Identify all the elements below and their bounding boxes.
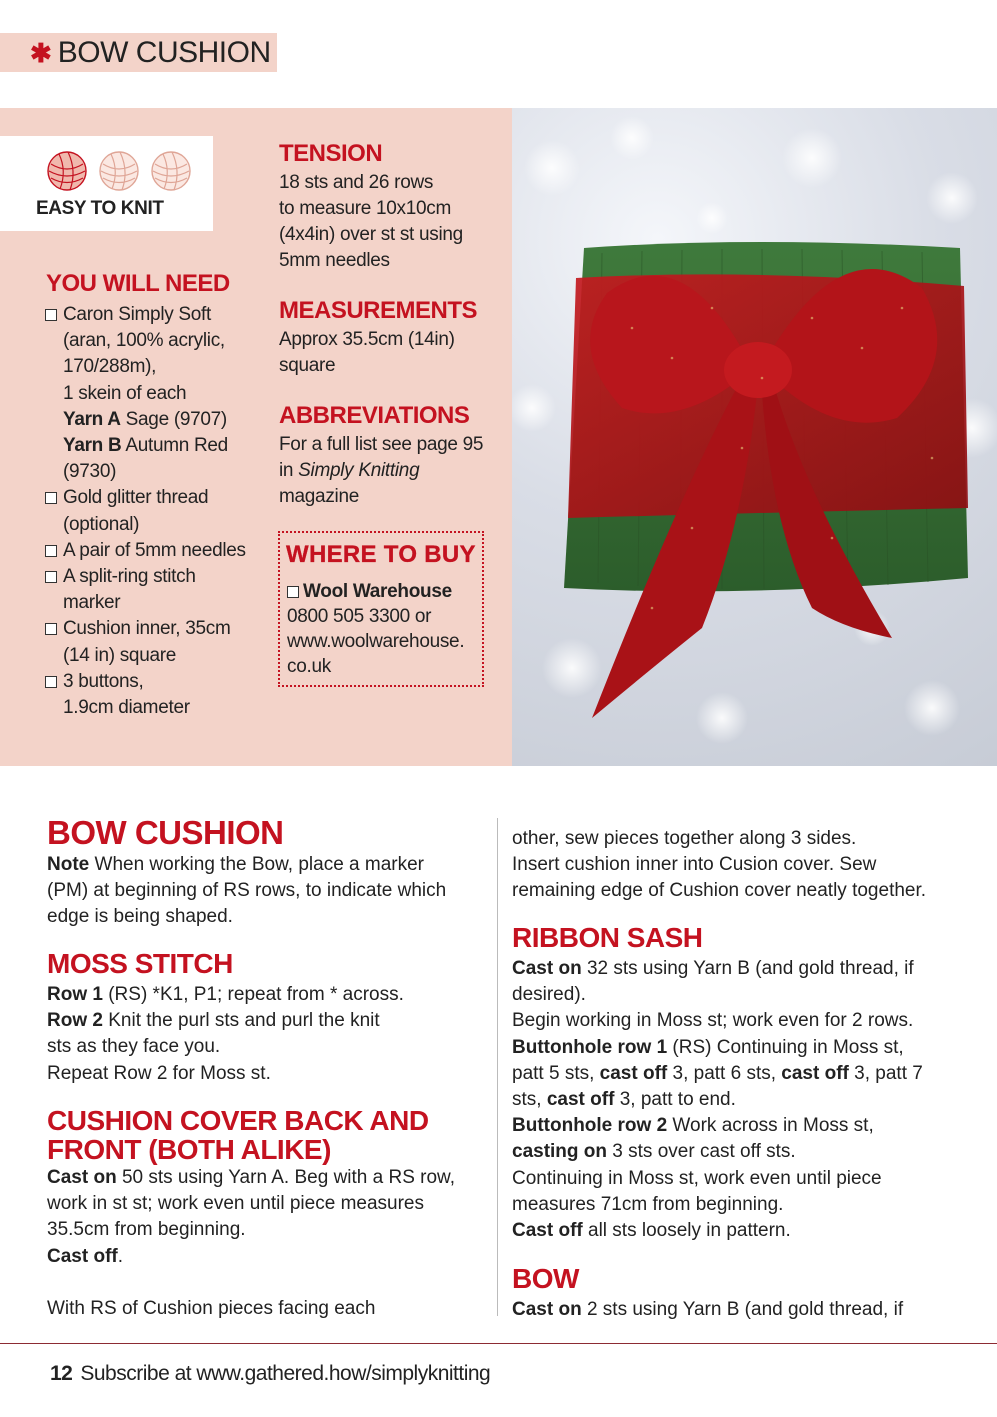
cushion-cover-text: Cast on 50 sts using Yarn A. Beg with a RS row, work in st st; work even until piece measures 35.5cm from beginning. Cast off. With RS of Cushion pieces facing each bbox=[47, 1167, 455, 1320]
difficulty-rating bbox=[46, 150, 192, 192]
checkbox-icon bbox=[45, 492, 57, 504]
ribbon-sash-text: Cast on 32 sts using Yarn B (and gold thread, if desired). Begin working in Moss st; work even for 2 rows. Buttonhole row 1 (RS) Continuing in Moss st, patt 5 sts, cast off 3, patt 6 sts, cast off 3, patt 7 sts, cast off 3, patt to end. Buttonhole row 2 Work across in Moss st, casting on 3 sts over cast off sts. Continuing in Moss st, work even until piece measures 71cm from beginning. Cast off all sts loosely in pattern. bbox=[512, 958, 923, 1242]
abbreviations-heading: ABBREVIATIONS bbox=[279, 402, 470, 429]
measurements-heading: MEASUREMENTS bbox=[279, 297, 478, 324]
column-divider bbox=[497, 818, 498, 1316]
list-item: A pair of 5mm needles bbox=[44, 538, 254, 564]
page-number: 12 bbox=[50, 1362, 73, 1385]
checkbox-icon bbox=[45, 623, 57, 635]
tension-heading: TENSION bbox=[279, 140, 383, 167]
shop-url: www.woolwarehouse. bbox=[287, 631, 465, 652]
checkbox-icon bbox=[45, 571, 57, 583]
cushion-photo bbox=[512, 108, 997, 766]
list-item: A split-ring stitch marker bbox=[44, 564, 254, 616]
yarn-ball-icon bbox=[150, 150, 192, 192]
subscribe-link[interactable]: Subscribe at www.gathered.how/simplyknitting bbox=[80, 1362, 491, 1385]
asterisk-icon: ✱ bbox=[30, 37, 52, 68]
yarn-ball-icon bbox=[46, 150, 88, 192]
yarn-ball-icon bbox=[98, 150, 140, 192]
bow-knot bbox=[724, 342, 792, 398]
bow-text: Cast on 2 sts using Yarn B (and gold thread, if bbox=[512, 1299, 904, 1320]
cushion-cover-continued: other, sew pieces together along 3 sides. Insert cushion inner into Cusion cover. Sew remaining edge of Cushion cover neatly together. bbox=[512, 828, 927, 902]
moss-stitch-text: Row 1 (RS) *K1, P1; repeat from * across. Row 2 Knit the purl sts and purl the knit sts as they face you. Repeat Row 2 for Moss st. bbox=[47, 984, 404, 1084]
pattern-title: BOW CUSHION bbox=[47, 814, 284, 851]
moss-stitch-heading: MOSS STITCH bbox=[47, 948, 233, 979]
checkbox-icon bbox=[45, 309, 57, 321]
ribbon-sash-heading: RIBBON SASH bbox=[512, 922, 703, 953]
cushion-cover-heading: CUSHION COVER BACK AND FRONT (BOTH ALIKE) bbox=[47, 1105, 429, 1165]
you-will-need-heading: YOU WILL NEED bbox=[46, 270, 230, 297]
section-tag-title: BOW CUSHION bbox=[57, 35, 271, 69]
tension-text: 18 sts and 26 rows to measure 10x10cm (4x4in) over st st using 5mm needles bbox=[279, 172, 463, 271]
abbreviations-text: For a full list see page 95 in Simply Knitting magazine bbox=[279, 434, 484, 507]
difficulty-label: EASY TO KNIT bbox=[36, 198, 164, 219]
pattern-note: Note When working the Bow, place a marker (PM) at beginning of RS rows, to indicate which edge is being shaped. bbox=[47, 854, 447, 928]
list-item: 3 buttons, 1.9cm diameter bbox=[44, 669, 254, 721]
bow-heading: BOW bbox=[512, 1263, 579, 1294]
checkbox-icon bbox=[45, 545, 57, 557]
measurements-text: Approx 35.5cm (14in) square bbox=[279, 329, 455, 376]
checkbox-icon bbox=[45, 676, 57, 688]
checkbox-icon bbox=[287, 586, 299, 598]
where-to-buy-heading: WHERE TO BUY bbox=[286, 541, 476, 568]
where-to-buy-text: Wool Warehouse 0800 505 3300 or www.woolwarehouse. co.uk bbox=[287, 581, 465, 677]
page-footer bbox=[50, 1362, 490, 1386]
cushion-illustration bbox=[512, 108, 997, 766]
list-item: Gold glitter thread (optional) bbox=[44, 485, 254, 537]
materials-list bbox=[44, 302, 254, 721]
list-item: Caron Simply Soft (aran, 100% acrylic, 170/288m), 1 skein of each Yarn A Sage (9707) Yarn B Autumn Red (9730) bbox=[44, 302, 254, 485]
section-tag bbox=[0, 33, 277, 72]
list-item: Cushion inner, 35cm (14 in) square bbox=[44, 616, 254, 668]
footer-rule bbox=[0, 1343, 997, 1344]
